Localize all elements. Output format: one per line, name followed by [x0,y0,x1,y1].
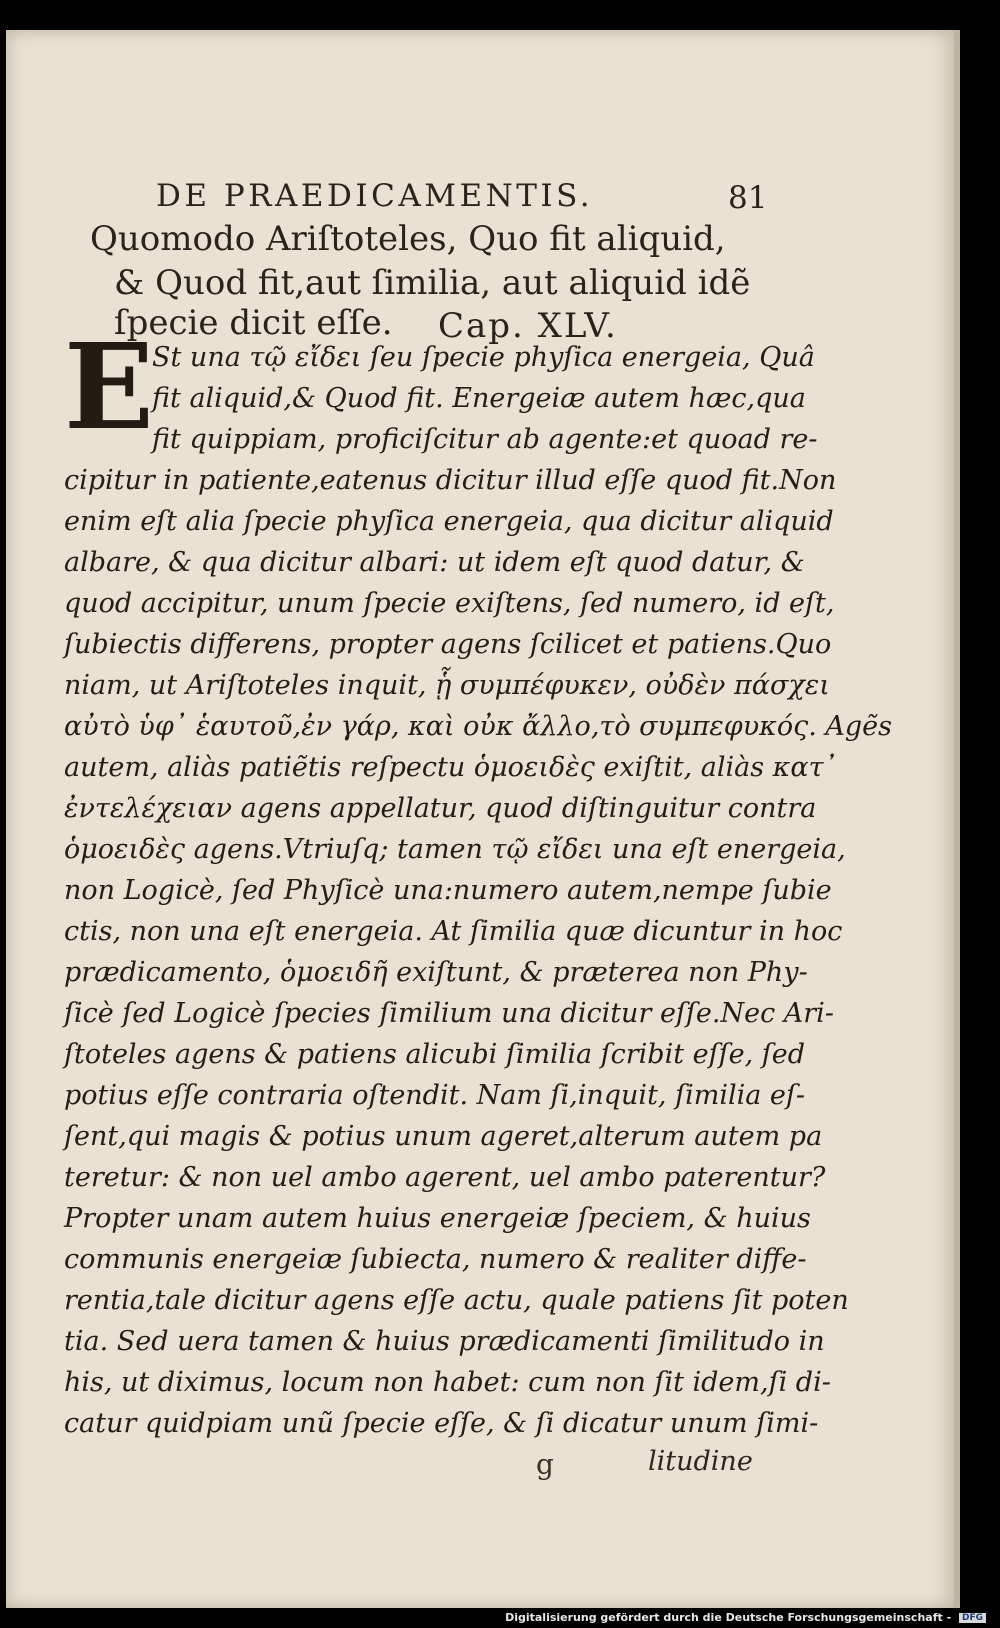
body-line: ſubiectis differens, propter agens ſcilicet et patiens.Quo [64,629,832,660]
body-line: catur quidpiam unũ ſpecie eſſe, & ſi dicatur unum ſimi- [64,1408,819,1439]
body-line: tia. Sed uera tamen & huius prædicamenti ſimilitudo in [64,1326,825,1357]
body-line: Propter unam autem huius energeiæ ſpeciem, & huius [64,1203,811,1234]
dfg-logo: DFG [959,1613,986,1623]
body-line: enim eſt alia ſpecie phyſica energeia, qua dicitur aliquid [64,506,834,537]
body-line: niam, ut Ariſtoteles inquit, ᾗ συμπέφυκεν, οὐδὲν πάσχει [64,670,830,701]
body-line: non Logicè, ſed Phyſicè una:numero autem,nempe ſubie [64,875,832,906]
chapter-title-line-3: ſpecie dicit eſſe. [114,303,393,343]
body-line: teretur: & non uel ambo agerent, uel ambo paterentur? [64,1162,826,1193]
chapter-title-line-1: Quomodo Ariſtoteles, Quo fit aliquid, [90,219,726,259]
signature-mark: g [536,1448,554,1481]
body-line: prædicamento, ὁμοειδῆ exiſtunt, & præterea non Phy- [64,957,808,988]
body-line: albare, & qua dicitur albari: ut idem eſt quod datur, & [64,547,805,578]
body-line: his, ut diximus, locum non habet: cum non ſit idem,ſi di- [64,1367,831,1398]
body-line: potius eſſe contraria oſtendit. Nam ſi,inquit, ſimilia eſ- [64,1080,805,1111]
body-line: communis energeiæ ſubiecta, numero & realiter diffe- [64,1244,807,1275]
body-line: ὁμοειδὲς agens.Vtriuſq; tamen τῷ εἴδει una eſt energeia, [64,834,846,865]
chapter-number: Cap. XLV. [438,306,618,346]
body-line: fit quippiam, proficiſcitur ab agente:et quoad re- [152,424,818,455]
body-line: ſent,qui magis & potius unum ageret,alterum autem pa [64,1121,823,1152]
digitization-credit-text: Digitalisierung gefördert durch die Deutsche Forschungsgemeinschaft - [505,1611,952,1624]
body-line: autem, aliàs patiẽtis reſpectu ὁμοειδὲς exiſtit, aliàs κατ᾽ [64,752,838,783]
body-line: αὐτὸ ὑφ᾽ ἑαυτοῦ,ἐν γάρ, καὶ οὐκ ἄλλο,τὸ συμπεφυκός. Agẽs [64,711,892,742]
body-line: quod accipitur, unum ſpecie exiſtens, ſed numero, id eſt, [64,588,835,619]
body-line: ctis, non una eſt energeia. At ſimilia quæ dicuntur in hoc [64,916,843,947]
drop-cap: E [64,317,154,456]
book-page [6,30,960,1608]
page-number: 81 [728,180,768,216]
body-line: ſicè ſed Logicè ſpecies ſimilium una dicitur eſſe.Nec Ari- [64,998,834,1029]
body-line: cipitur in patiente,eatenus dicitur illud eſſe quod fit.Non [64,465,837,496]
body-line: ſtoteles agens & patiens alicubi ſimilia ſcribit eſſe, ſed [64,1039,806,1070]
body-line: fit aliquid,& Quod fit. Energeiæ autem hæc,qua [152,383,806,414]
digitization-credit [505,1611,986,1624]
catchword: litudine [648,1446,753,1477]
running-head: DE PRAEDICAMENTIS. [156,178,594,214]
body-line: ἐντελέχειαν agens appellatur, quod diſtinguitur contra [64,793,817,824]
body-line: rentia,tale dicitur agens eſſe actu, quale patiens ſit poten [64,1285,849,1316]
body-line: St una τῷ εἴδει ſeu ſpecie phyſica energeia, Quâ [152,342,815,373]
chapter-title-line-2: & Quod fit,aut ſimilia, aut aliquid idẽ [114,263,751,303]
